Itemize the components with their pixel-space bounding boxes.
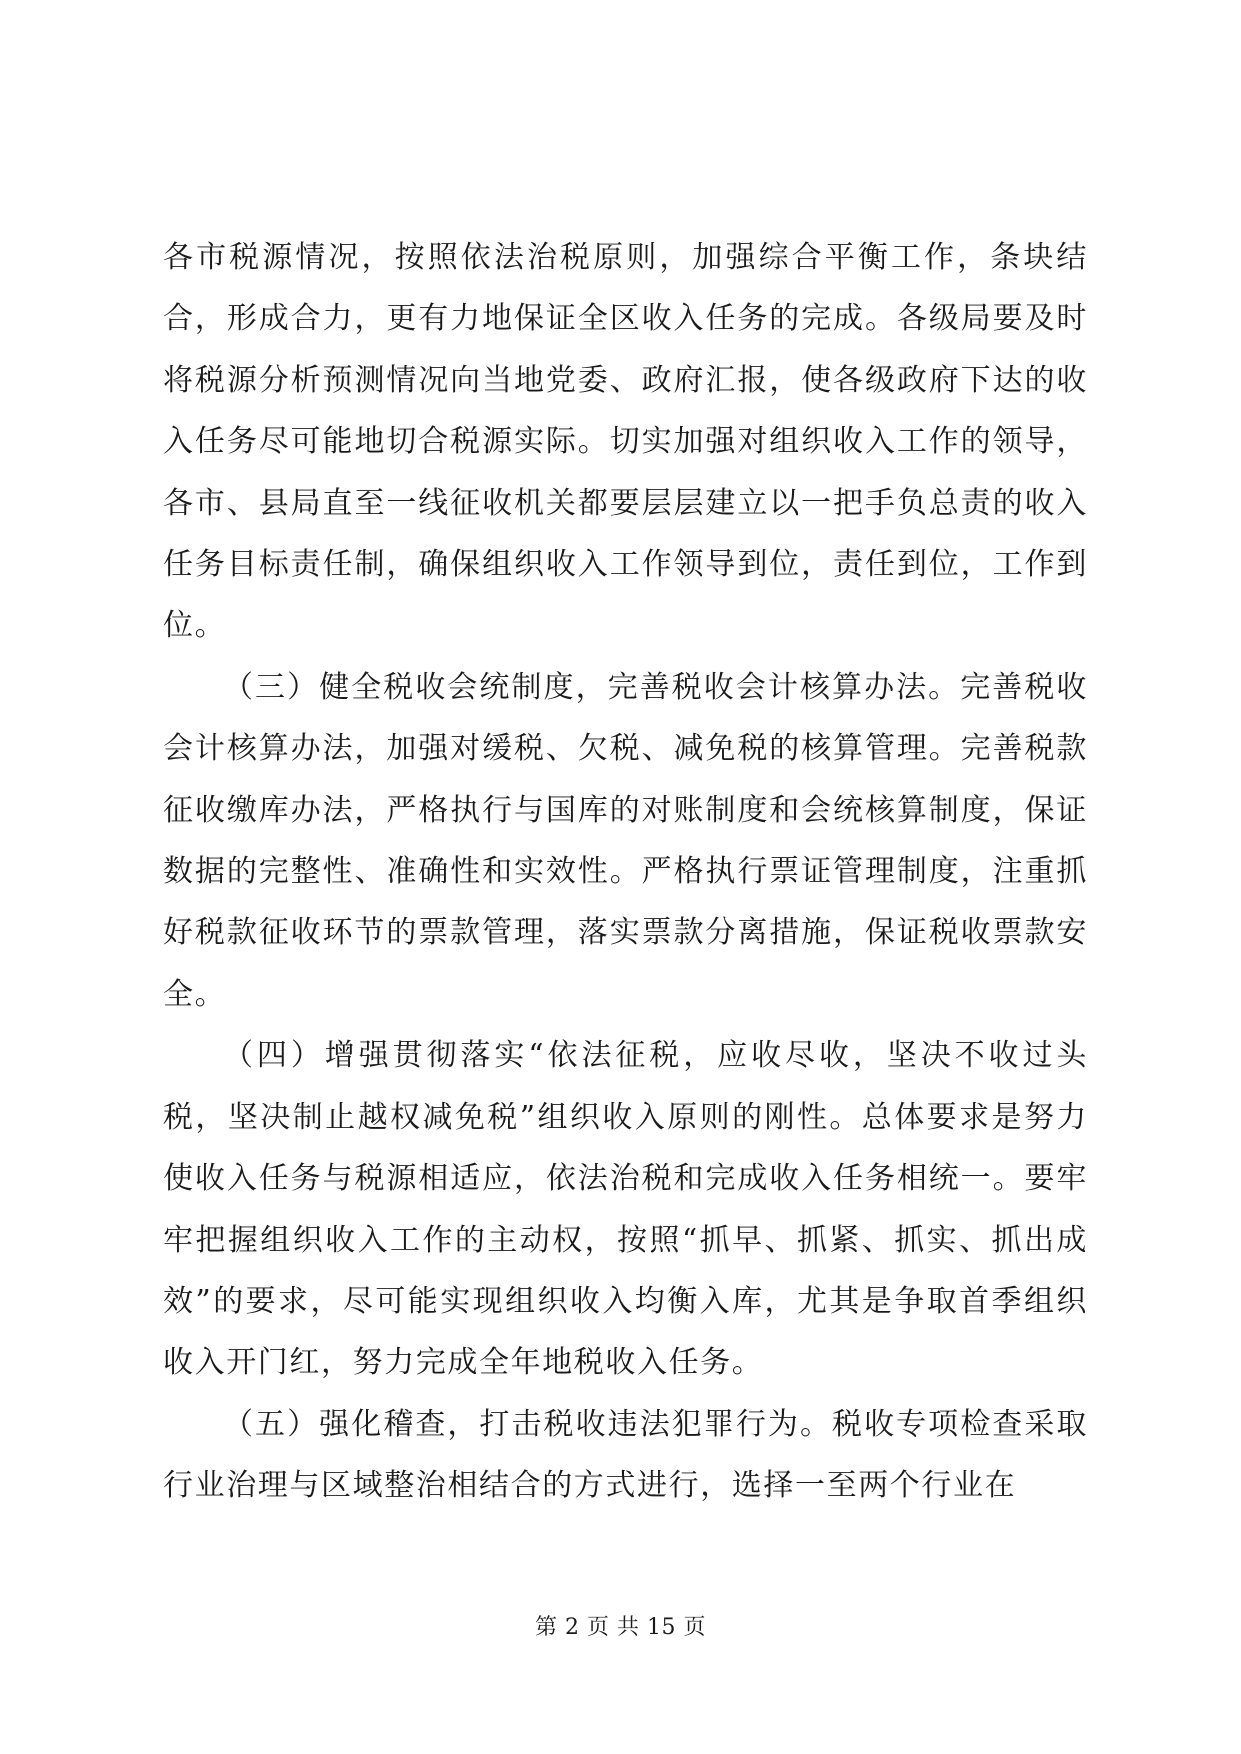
paragraph-section-5: （五）强化稽查，打击税收违法犯罪行为。税收专项检查采取行业治理与区域整治相结合的方式进行，选择一至两个行业在	[163, 1406, 1088, 1504]
page-number-footer: 第 2 页 共 15 页	[535, 1615, 706, 1640]
paragraph-section-3: （三）健全税收会统制度，完善税收会计核算办法。完善税收会计核算办法，加强对缓税、欠税、减免税的核算管理。完善税款征收缴库办法，严格执行与国库的对账制度和会统核算制度，保证数据的完整性、准确性和实效性。严格执行票证管理制度，注重抓好税款征收环节的票款管理，落实票款分离措施，保证税收票款安全。	[163, 669, 1088, 1012]
document-body	[163, 227, 1088, 1517]
paragraph-continuation: 各市税源情况，按照依法治税原则，加强综合平衡工作，条块结合，形成合力，更有力地保证全区收入任务的完成。各级局要及时将税源分析预测情况向当地党委、政府汇报，使各级政府下达的收入任务尽可能地切合税源实际。切实加强对组织收入工作的领导，各市、县局直至一线征收机关都要层层建立以一把手负总责的收入任务目标责任制，确保组织收入工作领导到位，责任到位，工作到位。	[163, 240, 1088, 644]
paragraph-section-4: （四）增强贯彻落实“依法征税，应收尽收，坚决不收过头税，坚决制止越权减免税”组织收入原则的刚性。总体要求是努力使收入任务与税源相适应，依法治税和完成收入任务相统一。要牢牢把握组织收入工作的主动权，按照“抓早、抓紧、抓实、抓出成效”的要求，尽可能实现组织收入均衡入库，尤其是争取首季组织收入开门红，努力完成全年地税收入任务。	[163, 1038, 1088, 1381]
